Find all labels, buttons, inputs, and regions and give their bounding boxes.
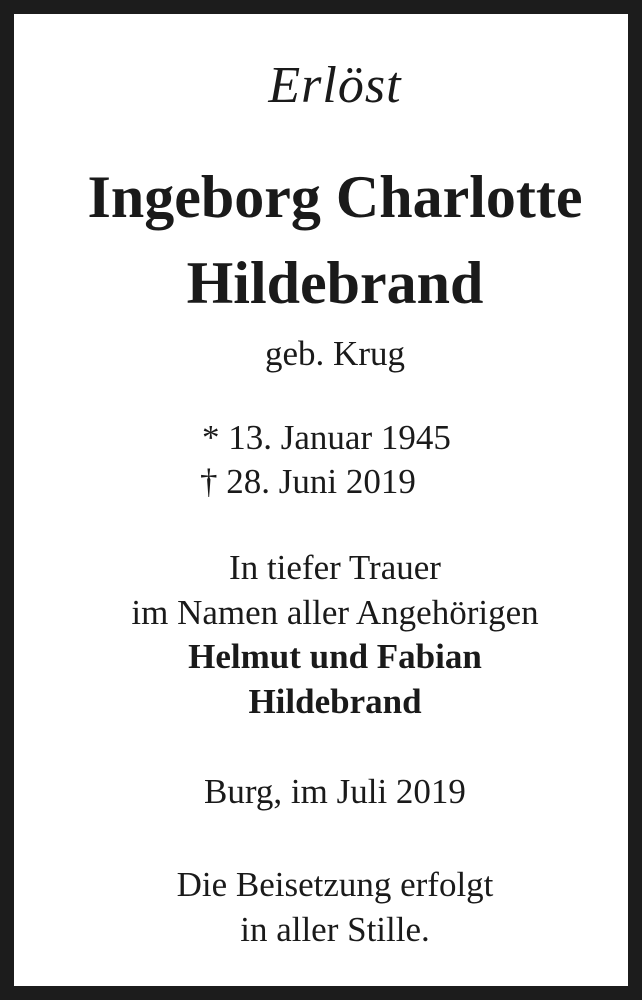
burial-note-line1: Die Beisetzung erfolgt (176, 865, 494, 904)
place-and-date: Burg, im Juli 2019 (204, 772, 466, 811)
mourning-text-line1: In tiefer Trauer (229, 548, 441, 587)
death-date: † 28. Juni 2019 (200, 462, 416, 501)
birth-date: * 13. Januar 1945 (202, 418, 451, 457)
mourners-names-line2: Hildebrand (248, 682, 422, 721)
mourning-text-line2: im Namen aller Angehörigen (131, 593, 539, 632)
deceased-name-line2: Hildebrand (186, 250, 484, 316)
notice-heading: Erlöst (268, 57, 402, 114)
deceased-name-line1: Ingeborg Charlotte (87, 164, 583, 230)
life-dates (200, 416, 451, 504)
maiden-name: geb. Krug (265, 334, 405, 373)
mourners-names-line1: Helmut und Fabian (188, 637, 482, 676)
burial-note-line2: in aller Stille. (240, 910, 430, 949)
